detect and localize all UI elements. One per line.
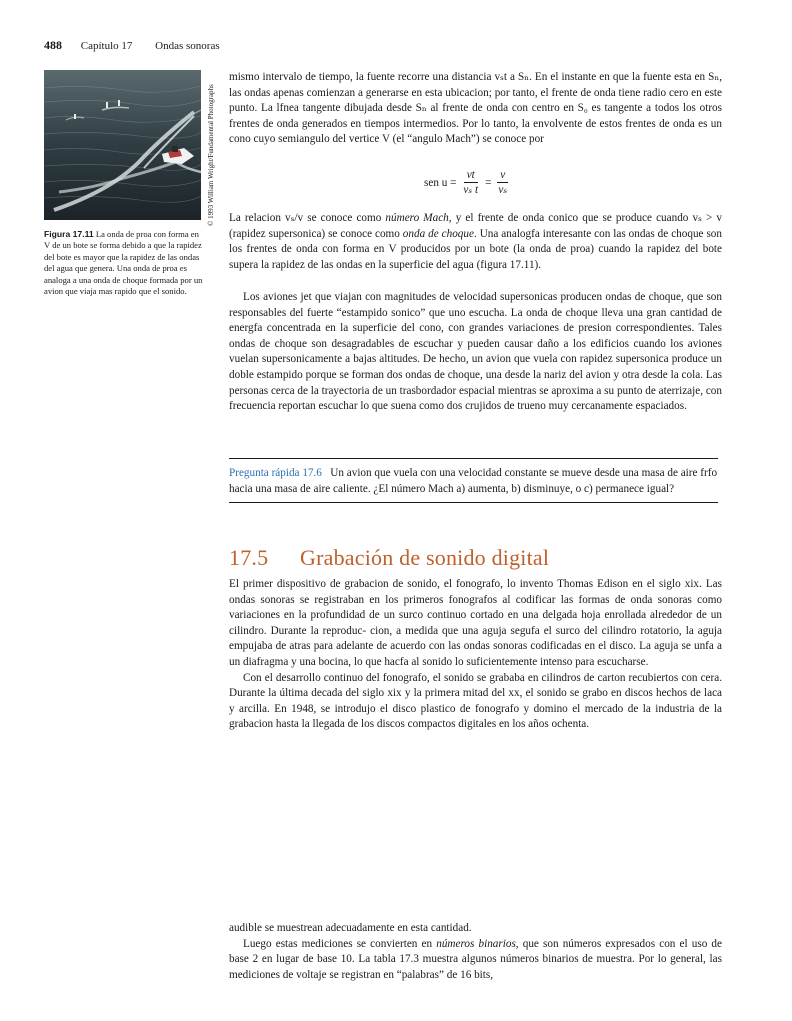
paragraph-text: Los aviones jet que viajan con magnitudes de velocidad supersonicas producen ondas de choque, que son responsables del fuerte “estampido sonico” que uno escucha. La onda de choque lleva una gran cantidad de energfa concentrada en la superficie del cono, con grandes variaciones de presion correspondientes. Tales ondas de choque son desagradables de escuchar y pueden causar daño a los edificios cuando los aviones vuelan supersonicamente a bajas altitudes. De hecho, un avion que vuela con rapidez supersonica produce un doble estampido porque se forman dos ondas de choque, una desde la nariz del avion y otra desde la cola. Las personas cerca de la trayectoria de un trasbordador espacial mientras se aproxima a su punto de aterrizaje, con frecuencia reportan escuchar lo que suena como dos crujidos de trueno muy cercanamente espaciados. — [229, 291, 722, 413]
paragraph-audible: audible se muestrean adecuadamente en esta cantidad. — [229, 922, 472, 934]
paragraph-binary: Luego estas mediciones se convierten en números binarios, que son números expresados con el uso de base 2 en lugar de base 10. La tabla 17.3 muestra algunos números binarios de muestra. Por lo general, las mediciones de voltaje se registran en “palabras” de 16 bits, — [229, 937, 722, 981]
caption-label: Figura 17.11 — [44, 229, 94, 239]
paragraph-phonograph: El primer dispositivo de grabacion de sonido, el fonografo, lo invento Thomas Edison en el siglo xix. Las ondas sonoras se registraban en los primeros fonografos al codificar las formas de onda sonoras como variaciones en la profundidad de un surco continuo cortado en una delgada hoja enrollada alrededor de un cilindro. Durante la reproduc- cion, a medida que una aguja segufa el surco del cilindro rotatorio, la aguja empujaba de atras para adelante de acuerdo con las ondas sonoras codificadas en el disco. La aguja se unfa a un diafragma y una bocina, lo que hacfa al sonido lo suficientemente intenso para escucharse. — [229, 578, 722, 668]
section-title: Grabación de sonido digital — [300, 545, 550, 570]
term-binary-numbers: números binarios — [436, 937, 516, 950]
term-mach-number: número Mach — [385, 212, 449, 224]
paragraph-text: mismo intervalo de tiempo, la fuente recorre una distancia vₛt a Sₙ. En el instante en que la fuente esta en Sₙ, las ondas apenas comienzan a generarse en esta ubicacion; por tanto, el frente de onda tiene radio cero en este punto. La lfnea tangente dibujada desde Sₙ al frente de onda con centro en S₀ es tangente a todos los otros frentes de onda generados en tiempos intermedios. Por lo tanto, la envolvente de estos frentes de onda es un cono cuyo semiangulo del vertice V (el “angulo Mach”) se conoce por — [229, 71, 722, 146]
page-number: 488 — [44, 38, 62, 52]
boat-photo-graphic — [44, 70, 201, 220]
caption-text: La onda de proa con forma en V de un bote se forma debido a que la rapidez del bote es mayor que la rapidez de las ondas del agua que genera. Una onda de proa es analoga a una onda de choque formada por un avion que viaja mas rapido que el sonido. — [44, 229, 203, 297]
quick-quiz-box — [229, 458, 718, 503]
section-number: 17.5 — [229, 545, 269, 570]
formula-lhs: sen u = — [424, 176, 457, 189]
formula-fraction-1: $\frac{vt}{\text{vₛ t}}$ — [463, 169, 479, 196]
quick-quiz-label: Pregunta rápida 17.6 — [229, 467, 322, 479]
quick-quiz-text: Un avion que vuela con una velocidad constante se mueve desde una masa de aire frfo hacia una masa de aire caliente. ¿El número Mach a) aumenta, b) disminuye, o c) permanece igual? — [229, 467, 718, 495]
chapter-title: Ondas sonoras — [155, 40, 220, 52]
paragraph-supersonic-jets — [229, 290, 722, 415]
section-body — [229, 577, 722, 733]
term-shock-wave: onda de choque — [402, 227, 474, 240]
formula-equals: = — [485, 176, 492, 189]
paragraph-mach-number: La relacion vₛ/v se conoce como número Mach, y el frente de onda conico que se produce cuando vₛ > v (rapidez supersonica) se conoce como onda de choque. Una analogfa interesante con las ondas de choque son los frentes de onda con forma en V producidos por un bote (la onda de proa) cuando la rapidez del bote supera la rapidez de las ondas en la superficie del agua (figura 17.11). — [229, 212, 722, 271]
paragraph-mach-intro — [229, 70, 722, 148]
photo-credit: © 1993 William Wright/Fundamental Photographs — [207, 84, 215, 226]
formula-fraction-2: $\frac{v}{\text{vₛ}}$ — [498, 169, 508, 196]
boat-bow-wave-photo — [44, 70, 201, 220]
chapter-label: Capítulo 17 — [80, 40, 133, 52]
page-header — [44, 38, 220, 53]
paragraph-recording-history: Con el desarrollo continuo del fonografo, el sonido se grababa en cilindros de carton recubiertos con cera. Durante la última decada del siglo xix y la primera mitad del xx, el sonido se grabo en discos hechos de laca y arcilla. En 1948, se introdujo el disco plastico de fonografo y domino el mercado de la industria de la grabacion hasta la llegada de los discos compactos digitales en los años ochenta. — [229, 671, 722, 731]
figure-caption — [44, 229, 204, 297]
section-heading — [229, 545, 549, 571]
section-body-continued — [229, 921, 722, 983]
